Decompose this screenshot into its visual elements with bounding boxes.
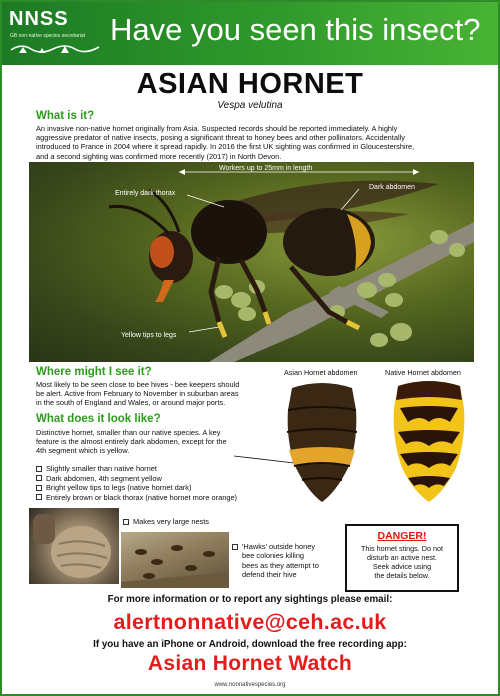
logo-wave-icon [9, 41, 101, 55]
look-line: feature is the almost entirely dark abdomen, except for the [36, 437, 227, 447]
colony-illustration [121, 532, 229, 588]
hornet-illustration [29, 162, 474, 362]
checkbox-icon [123, 519, 129, 525]
feature-item: Dark abdomen, 4th segment yellow [36, 474, 256, 484]
where-line: Most likely to be seen close to bee hives - bee keepers should [36, 380, 240, 389]
what-is-it-line: and a second sighting was confirmed more recently (2017) in North Devon. [36, 151, 282, 161]
what-is-it-line: An invasive non-native hornet originally from Asia. Suspected records should be reported immediately. A highly [36, 124, 398, 133]
checkbox-icon [36, 466, 42, 472]
asian-abdomen-label: Asian Hornet abdomen [284, 368, 358, 377]
checkbox-icon [36, 494, 42, 500]
label-abdomen: Dark abdomen [369, 184, 415, 191]
nest-illustration [29, 508, 119, 584]
what-is-it-line: aggressive predator of native insects, posing a significant threat to honey bees and other pollinators. Accidentally [36, 133, 405, 143]
header-title: Have you seen this insect? [110, 12, 481, 47]
where-line: be alert. Active from February to November in suburban areas [36, 389, 239, 399]
native-abdomen-label: Native Hornet abdomen [385, 368, 461, 377]
where-heading: Where might I see it? [36, 366, 152, 378]
danger-box [345, 524, 459, 592]
look-line: Distinctive hornet, smaller than our native species. A key [36, 428, 221, 437]
checkbox-icon [36, 485, 42, 491]
size-caption: Workers up to 25mm in length [219, 165, 313, 172]
what-is-it-line: introduced to France in 2004 where it spread rapidly. In 2016 the first UK sighting was confirmed in Gloucestershire, [36, 142, 415, 152]
native-abdomen-illustration [388, 378, 470, 505]
app-line: If you have an iPhone or Android, download the free recording app: [93, 639, 407, 650]
report-email-link[interactable]: alertnonnative@ceh.ac.uk [113, 610, 387, 634]
app-name: Asian Hornet Watch [147, 652, 353, 675]
look-text [36, 428, 276, 456]
where-text [36, 380, 276, 408]
nnss-logo [9, 8, 109, 58]
header-band [2, 2, 498, 65]
what-is-it-heading: What is it? [36, 110, 95, 122]
feature-item: Entirely brown or black thorax (native hornet more orange) [36, 493, 256, 503]
poster-title: ASIAN HORNET [136, 68, 364, 100]
label-thorax: Entirely dark thorax [115, 190, 176, 197]
logo-subtitle: GB non-native species secretariat [10, 33, 86, 39]
info-line: For more information or to report any sightings please email: [107, 594, 393, 605]
nest-photo [29, 508, 119, 584]
danger-text: This hornet stings. Do not disturb an active nest. Seek advice using the details below. [361, 544, 443, 580]
look-line: 4th segment which is yellow. [36, 446, 130, 456]
checkbox-icon [36, 475, 42, 481]
danger-title: DANGER! [377, 530, 427, 542]
latin-name: Vespa velutina [217, 100, 283, 111]
hornet-photo [29, 162, 474, 362]
look-heading: What does it look like? [36, 413, 161, 425]
label-legs: Yellow tips to legs [121, 332, 177, 339]
checkbox-icon [232, 544, 238, 550]
what-is-it-text [36, 124, 476, 161]
feature-list [36, 464, 256, 502]
asian-abdomen-illustration [282, 380, 362, 505]
hawks-note: 'Hawks' outside honey bee colonies killing bees as they attempt to defend their hive [232, 542, 342, 580]
feature-item: Bright yellow tips to legs (native hornet dark) [36, 483, 256, 493]
logo-name: NNSS [9, 8, 69, 30]
colony-photo [121, 532, 229, 588]
feature-item: Slightly smaller than native hornet [36, 464, 256, 474]
footer-url-link[interactable]: www.nonnativespecies.org [214, 682, 286, 688]
where-line: in the south of England and Wales, or around major ports. [36, 398, 226, 408]
nest-note: Makes very large nests [123, 517, 209, 526]
